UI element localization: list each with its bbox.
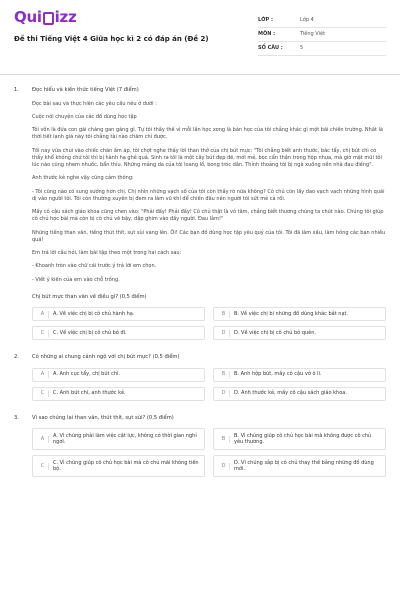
story-paragraph: Anh thước kẻ nghe vậy cũng cảm thông: [32, 175, 134, 182]
question-2 [14, 354, 386, 409]
story-title: Cuộc nói chuyện của các đồ dùng học tập [32, 113, 137, 120]
meta-table [258, 14, 386, 56]
instruction-text: Đọc bài sau và thực hiện các yêu cầu nêu ở dưới : [32, 100, 157, 107]
story-paragraph: Tối nay vừa chui vào chiếc chăn ấm áp, tôi chợt nghe thấy lời than thở của chị bút mực: "Tôi chẳng biết anh thước, bác tẩy, chị bút chì có thấy khổ không chứ tôi thì bị hành hạ ghê quá. Sinh ra tôi là một cây bút đẹp đẽ, mới mẻ, bọc cẩn thận trong hộp nhựa, mà giờ mặt mũi tôi lúc nào cũng nhem nhuốc, bẩn thỉu. Những mảng da của tôi loang lổ, bong tróc dần. Thỉnh thoảng tôi bị ngã xuống nền nhà đau điếng". [32, 147, 382, 169]
brand [14, 8, 209, 44]
option-letter: A [37, 311, 49, 318]
option-letter: D [218, 330, 230, 337]
option-letter: A [37, 371, 49, 378]
option-letter: D [218, 463, 230, 470]
answer-option-d[interactable] [213, 455, 386, 477]
meta-value: Lớp 4 [300, 16, 314, 23]
option-text: B. Anh hộp bút, mấy cô cậu vở ô li. [234, 371, 322, 378]
answer-option-b[interactable] [213, 368, 386, 382]
question-number: 1. [14, 87, 19, 93]
header [14, 8, 386, 74]
answer-options [32, 428, 386, 477]
logo-mark-icon [43, 12, 54, 25]
option-text: C. Anh bút chì, anh thước kẻ. [53, 390, 126, 397]
question-body [32, 415, 386, 486]
page-title: Đề thi Tiếng Việt 4 Giữa học kì 2 có đáp án (Đề 2) [14, 35, 209, 43]
meta-label: SỐ CÂU : [258, 44, 283, 51]
option-text: D. Anh thước kẻ, mấy cô cậu sách giáo khoa. [234, 390, 347, 397]
option-text: D. Vì chúng sắp bị cô chủ thay thế bằng những đồ dùng mới. [234, 459, 374, 473]
question-3 [14, 415, 386, 486]
question-body [32, 87, 386, 348]
question-number: 3. [14, 414, 19, 421]
option-letter: A [37, 436, 49, 443]
instruction-text: Em trả lời câu hỏi, làm bài tập theo một trong hai cách sau: [32, 250, 182, 257]
quizizz-logo[interactable] [14, 8, 209, 28]
option-text: B. Về việc chị bị những đồ dùng khác bắt nạt. [234, 310, 349, 317]
option-letter: B [218, 311, 230, 318]
answer-option-a[interactable] [32, 428, 205, 450]
answer-option-c[interactable] [32, 326, 205, 340]
option-letter: C [37, 390, 49, 397]
logo-text-right: izz [54, 8, 77, 27]
story-paragraph: - Tôi cũng nào có sung sướng hơn chị. Chị nhìn những vạch số của tôi còn thấy rõ nữa không? Cô chủ còn lấy dao vạch vạch những hình quái dị vào người tôi. Tôi còn thường xuyên bị đem ra làm vũ khí để chiến đấu nên người tôi sứt mẻ cả rồi. [32, 188, 385, 202]
option-letter: B [218, 436, 230, 443]
meta-row-question-count [258, 42, 386, 56]
option-text: A. Về việc chị bị cô chủ hành hạ. [53, 310, 135, 317]
story-paragraph: Tôi vốn là đứa con gái chăng gan gàng gì. Tự tôi thấy thế vì mỗi lần học xong là bàn học của tôi chẳng khác gì một bãi chiến trường. Nhất là thời tiết lạnh giá này tôi chẳng tài nào chăm chỉ được. [32, 127, 383, 141]
logo-text-left: Qui [14, 8, 42, 27]
answer-option-d[interactable] [213, 326, 386, 340]
sub-question: Chị bút mực than vãn về điều gì? (0,5 điểm) [32, 293, 147, 300]
answer-option-c[interactable] [32, 387, 205, 401]
option-text: A. Anh cục tẩy, chị bút chì. [53, 371, 120, 378]
meta-row-class [258, 14, 386, 28]
option-letter: C [37, 463, 49, 470]
answer-option-d[interactable] [213, 387, 386, 401]
question-body [32, 354, 386, 409]
option-letter: C [37, 330, 49, 337]
meta-label: LỚP : [258, 16, 273, 23]
question-title: Có những ai chung cảnh ngộ với chị bút mực? (0,5 điểm) [32, 354, 180, 361]
question-title: Đọc hiểu và kiến thức tiếng Việt (7 điểm) [32, 87, 139, 93]
meta-row-subject [258, 28, 386, 42]
story-paragraph: Những tiếng than vãn, tiếng thút thít, sụt sùi vang lên. Ôi! Các bạn đồ dùng học tập yêu quý của tôi. Tôi đã làm xấu, làm hỏng các bạn nhiều quá! [32, 229, 386, 243]
question-title: Vì sao chúng lại than vãn, thút thít, sụt sùi? (0,5 điểm) [32, 414, 174, 421]
option-text: A. Vì chúng phải làm việc cật lực, không có thời gian nghỉ ngơi. [53, 432, 197, 446]
story-paragraph: Mấy cô cậu sách giáo khoa cũng chen vào: "Phải đấy! Phải đấy! Cô chủ thật là vô tâm, chẳng biết thương chúng ta chút nào. Chúng tôi giúp cô chủ học bài mà còn bị cô chủ vẽ bậy, dập ghim vào đầy người. Đau lắm!" [32, 209, 384, 223]
answer-option-a[interactable] [32, 307, 205, 321]
meta-label: MÔN : [258, 30, 276, 37]
instruction-text: - Khoanh tròn vào chữ cái trước ý trả lời em chọn. [32, 263, 157, 270]
option-text: B. Vì chúng giúp cô chủ học bài mà không được cô chủ yêu thương. [234, 432, 372, 446]
option-letter: D [218, 390, 230, 397]
answer-option-b[interactable] [213, 307, 386, 321]
answer-option-c[interactable] [32, 455, 205, 477]
meta-value: 5 [300, 44, 304, 51]
question-1 [14, 87, 386, 348]
option-text: C. Về việc chị bị cô chủ bỏ đi. [53, 329, 127, 336]
instruction-text: - Viết ý kiến của em vào chỗ trống. [32, 276, 120, 283]
meta-value: Tiếng Việt [300, 30, 326, 37]
answer-option-a[interactable] [32, 368, 205, 382]
answer-options [32, 307, 386, 340]
option-text: C. Vì chúng giúp cô chủ học bài mà cô chủ mãi không tiến bộ. [53, 459, 199, 473]
answer-options [32, 368, 386, 401]
question-number: 2. [14, 354, 19, 361]
questions [14, 75, 386, 485]
answer-option-b[interactable] [213, 428, 386, 450]
option-text: D. Về việc chị bị cô chủ bỏ quên. [234, 329, 316, 336]
option-letter: B [218, 371, 230, 378]
